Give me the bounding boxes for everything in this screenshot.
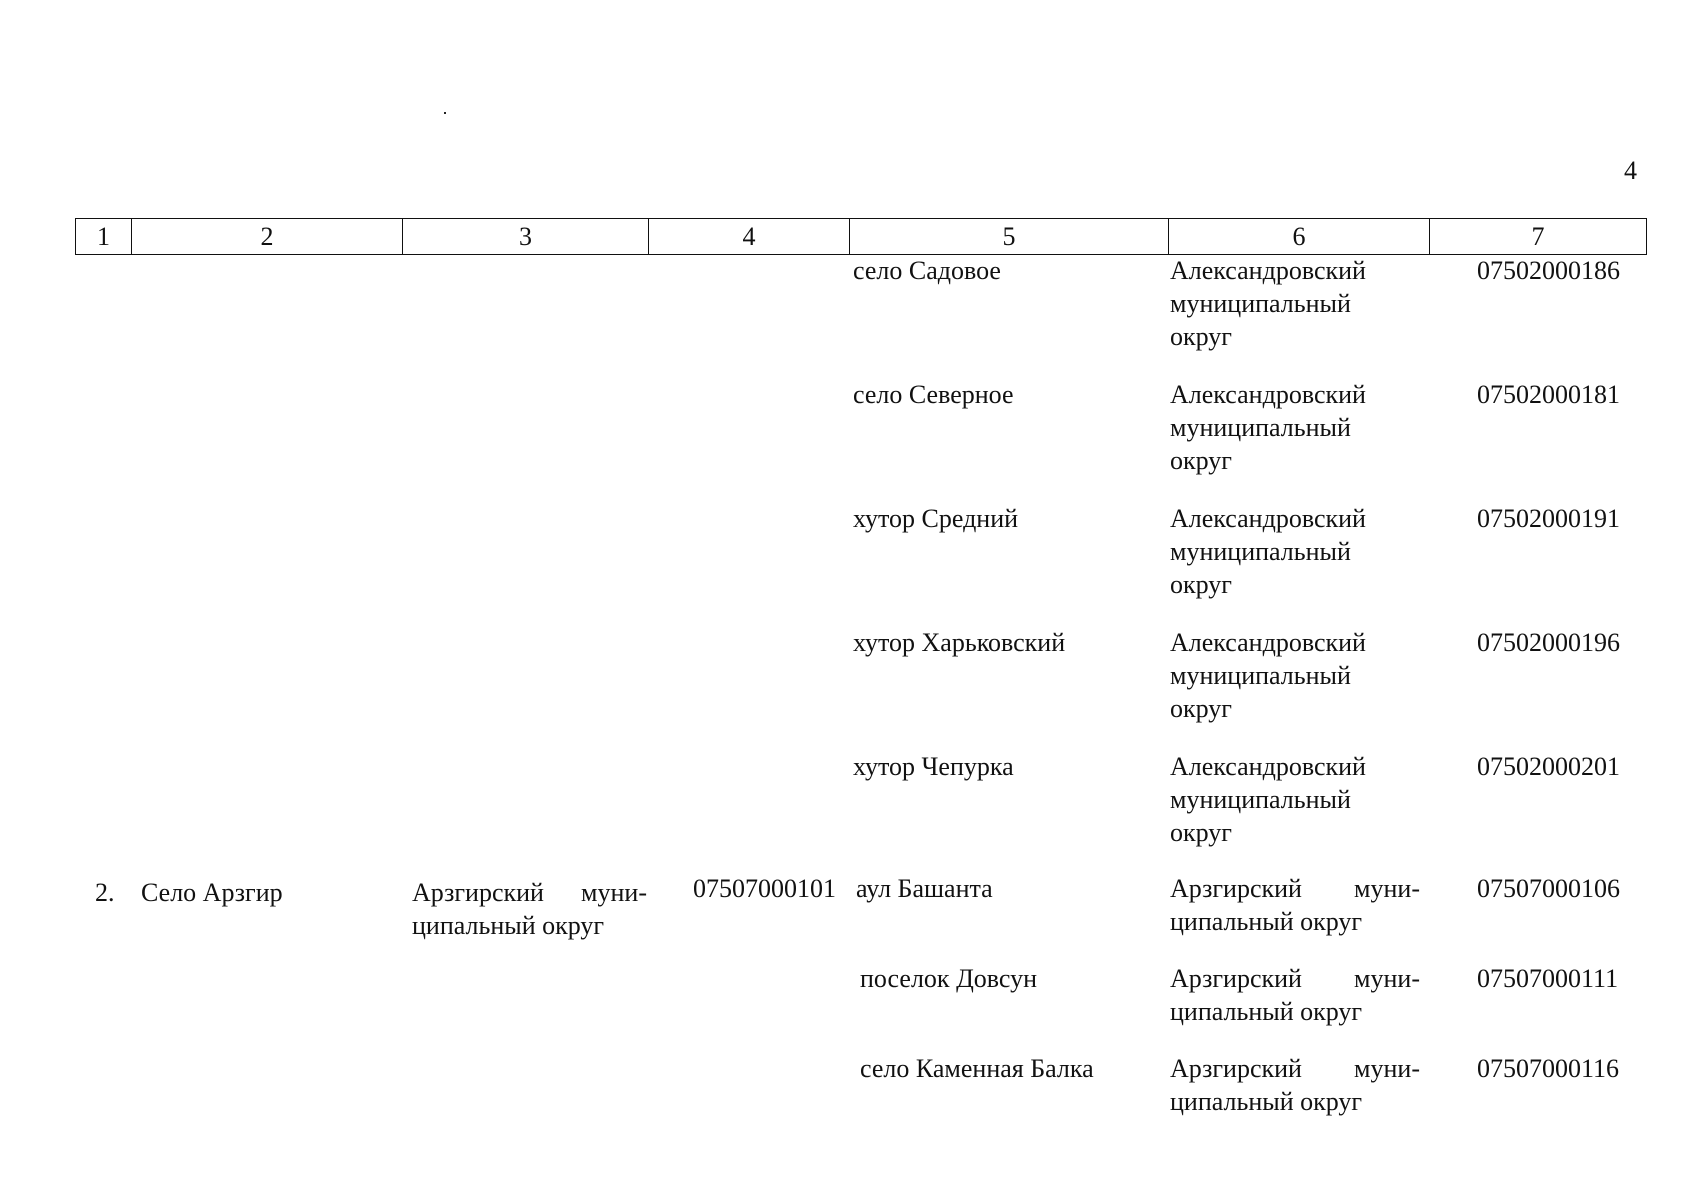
district-line: округ <box>1170 446 1232 475</box>
district-line: муниципальный <box>1170 289 1351 318</box>
table-row <box>75 626 1639 750</box>
settlement-name: аул Башанта <box>856 874 993 903</box>
settlement-name: село Северное <box>853 380 1014 409</box>
table-row <box>75 502 1639 626</box>
district-word: Арзгирский <box>1170 1054 1302 1083</box>
district-line: ципальный округ <box>412 911 605 940</box>
settlement-name: хутор Харьковский <box>853 628 1066 657</box>
municipal-district <box>1170 254 1420 353</box>
settlement-name: село Садовое <box>853 256 1001 285</box>
header-col-2: 2 <box>132 219 403 255</box>
district-line: Александровский <box>1170 752 1366 781</box>
district-line: Александровский <box>1170 256 1366 285</box>
administrative-center: Село Арзгир <box>141 878 283 907</box>
oktmo-code: 07502000181 <box>1477 380 1620 409</box>
table-row <box>75 872 1639 962</box>
header-col-1: 1 <box>76 219 132 255</box>
district-line: округ <box>1170 570 1232 599</box>
district-line: Александровский <box>1170 628 1366 657</box>
header-col-7: 7 <box>1430 219 1647 255</box>
row-number: 2. <box>95 878 115 907</box>
oktmo-code: 07507000106 <box>1477 874 1620 903</box>
settlement-name: хутор Средний <box>853 504 1019 533</box>
district-line: округ <box>1170 322 1232 351</box>
center-municipal-district <box>412 876 647 942</box>
table-row <box>75 1052 1639 1142</box>
table-row <box>75 962 1639 1052</box>
municipal-district <box>1170 962 1420 1028</box>
oktmo-code: 07502000201 <box>1477 752 1620 781</box>
district-line <box>412 876 647 909</box>
district-line <box>1170 872 1420 905</box>
district-line: ципальный округ <box>1170 997 1363 1026</box>
district-line: муниципальный <box>1170 785 1351 814</box>
oktmo-code: 07502000186 <box>1477 256 1620 285</box>
district-line: муниципальный <box>1170 537 1351 566</box>
district-line: округ <box>1170 694 1232 723</box>
scan-speck <box>444 112 446 114</box>
municipal-district <box>1170 750 1420 849</box>
municipal-district <box>1170 872 1420 938</box>
district-line: Александровский <box>1170 504 1366 533</box>
center-oktmo-code: 07507000101 <box>693 874 836 903</box>
municipal-district <box>1170 1052 1420 1118</box>
district-word: муни- <box>1354 874 1420 903</box>
header-col-4: 4 <box>649 219 850 255</box>
district-line <box>1170 1052 1420 1085</box>
oktmo-code: 07502000191 <box>1477 504 1620 533</box>
oktmo-code: 07507000116 <box>1477 1054 1620 1083</box>
municipal-district <box>1170 502 1420 601</box>
column-number-header <box>75 218 1647 255</box>
district-word: муни- <box>1354 964 1420 993</box>
header-row <box>76 219 1647 255</box>
oktmo-code: 07507000111 <box>1477 964 1619 993</box>
table-row <box>75 378 1639 502</box>
district-word: Арзгирский <box>412 878 544 907</box>
district-line <box>1170 962 1420 995</box>
district-word: муни- <box>1354 1054 1420 1083</box>
settlements-table-body <box>75 254 1639 1142</box>
district-line: ципальный округ <box>1170 907 1363 936</box>
district-line: Александровский <box>1170 380 1366 409</box>
table-row <box>75 750 1639 872</box>
settlement-name: хутор Чепурка <box>853 752 1014 781</box>
header-col-3: 3 <box>403 219 649 255</box>
municipal-district <box>1170 626 1420 725</box>
district-line: муниципальный <box>1170 413 1351 442</box>
district-word: Арзгирский <box>1170 874 1302 903</box>
table-row <box>75 254 1639 378</box>
header-col-6: 6 <box>1169 219 1430 255</box>
page-number: 4 <box>1624 156 1637 185</box>
district-line: округ <box>1170 818 1232 847</box>
district-word: Арзгирский <box>1170 964 1302 993</box>
settlement-name: село Каменная Балка <box>860 1054 1094 1083</box>
header-col-5: 5 <box>850 219 1169 255</box>
district-line: ципальный округ <box>1170 1087 1363 1116</box>
municipal-district <box>1170 378 1420 477</box>
district-line: муниципальный <box>1170 661 1351 690</box>
oktmo-code: 07502000196 <box>1477 628 1620 657</box>
settlement-name: поселок Довсун <box>860 964 1038 993</box>
district-word: муни- <box>581 878 647 907</box>
